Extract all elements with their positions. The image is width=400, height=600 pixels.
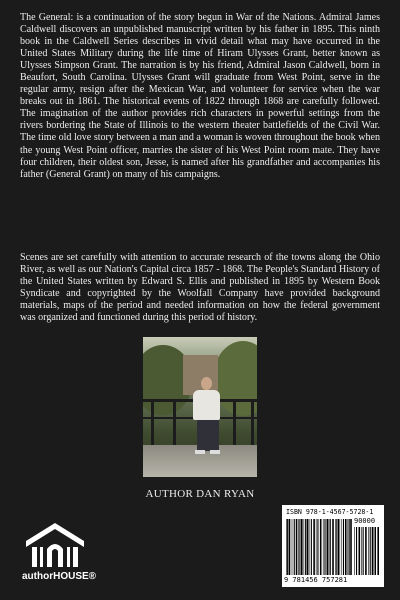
author-caption: AUTHOR DAN RYAN bbox=[145, 488, 255, 500]
barcode-addon-number: 90000 bbox=[354, 517, 376, 525]
publisher-logo-text: authorHOUSE® bbox=[22, 571, 97, 582]
house-logo-icon bbox=[20, 517, 90, 571]
isbn-barcode bbox=[282, 505, 384, 587]
isbn-label: ISBN 978-1-4567-5728-1 bbox=[286, 508, 374, 516]
ean-digits: 9 781456 757281 bbox=[284, 576, 348, 584]
addon-barcode-bars bbox=[354, 527, 380, 575]
description-paragraph-1: The General: is a continuation of the story begun in War of the Nations. Admiral James Caldwell discovers an unpublished manuscript written by his father in 1895. This ninth book in the Caldwell Series describes in vivid detail what may have occurred in the United States Military during the life time of Hiram Ulysses Grant, better known as Ulysses Simpson Grant. The narration is by his friend, Admiral Jason Caldwell, born in Beaufort, South Carolina. Ulysses Grant will graduate from West Point, serve in the regular army, resign after the Mexican War, and volunteer for service when the war breaks out in 1861. The historical events of 1822 through 1868 are carefully followed. The imagination of the author provides rich characters in powerful settings from the rivers bordering the State of Illinois to the western theater battlefields of the Civil War. The time old love story between a man and a woman is woven throughout the book when the young West Point officer, marries the sister of his West Point room mate. They have four children, their oldest son, Jesse, is named after his grandfather and accompanies his father (General Grant) on many of his campaigns. bbox=[20, 12, 380, 180]
author-photo bbox=[143, 337, 257, 477]
description-paragraph-2: Scenes are set carefully with attention to accurate research of the towns along the Ohio River, as well as our Nation's Capital circa 1857 - 1868. The People's Standard History of the United States written by Edward S. Ellis and published in 1895 by Western Book Syndicate and copyrighted by the Woolfall Company have provided background materials, maps of the period and needed information on how the federal government was organized and functioned during this period of history. bbox=[20, 252, 380, 324]
ean-barcode-bars bbox=[286, 519, 352, 575]
